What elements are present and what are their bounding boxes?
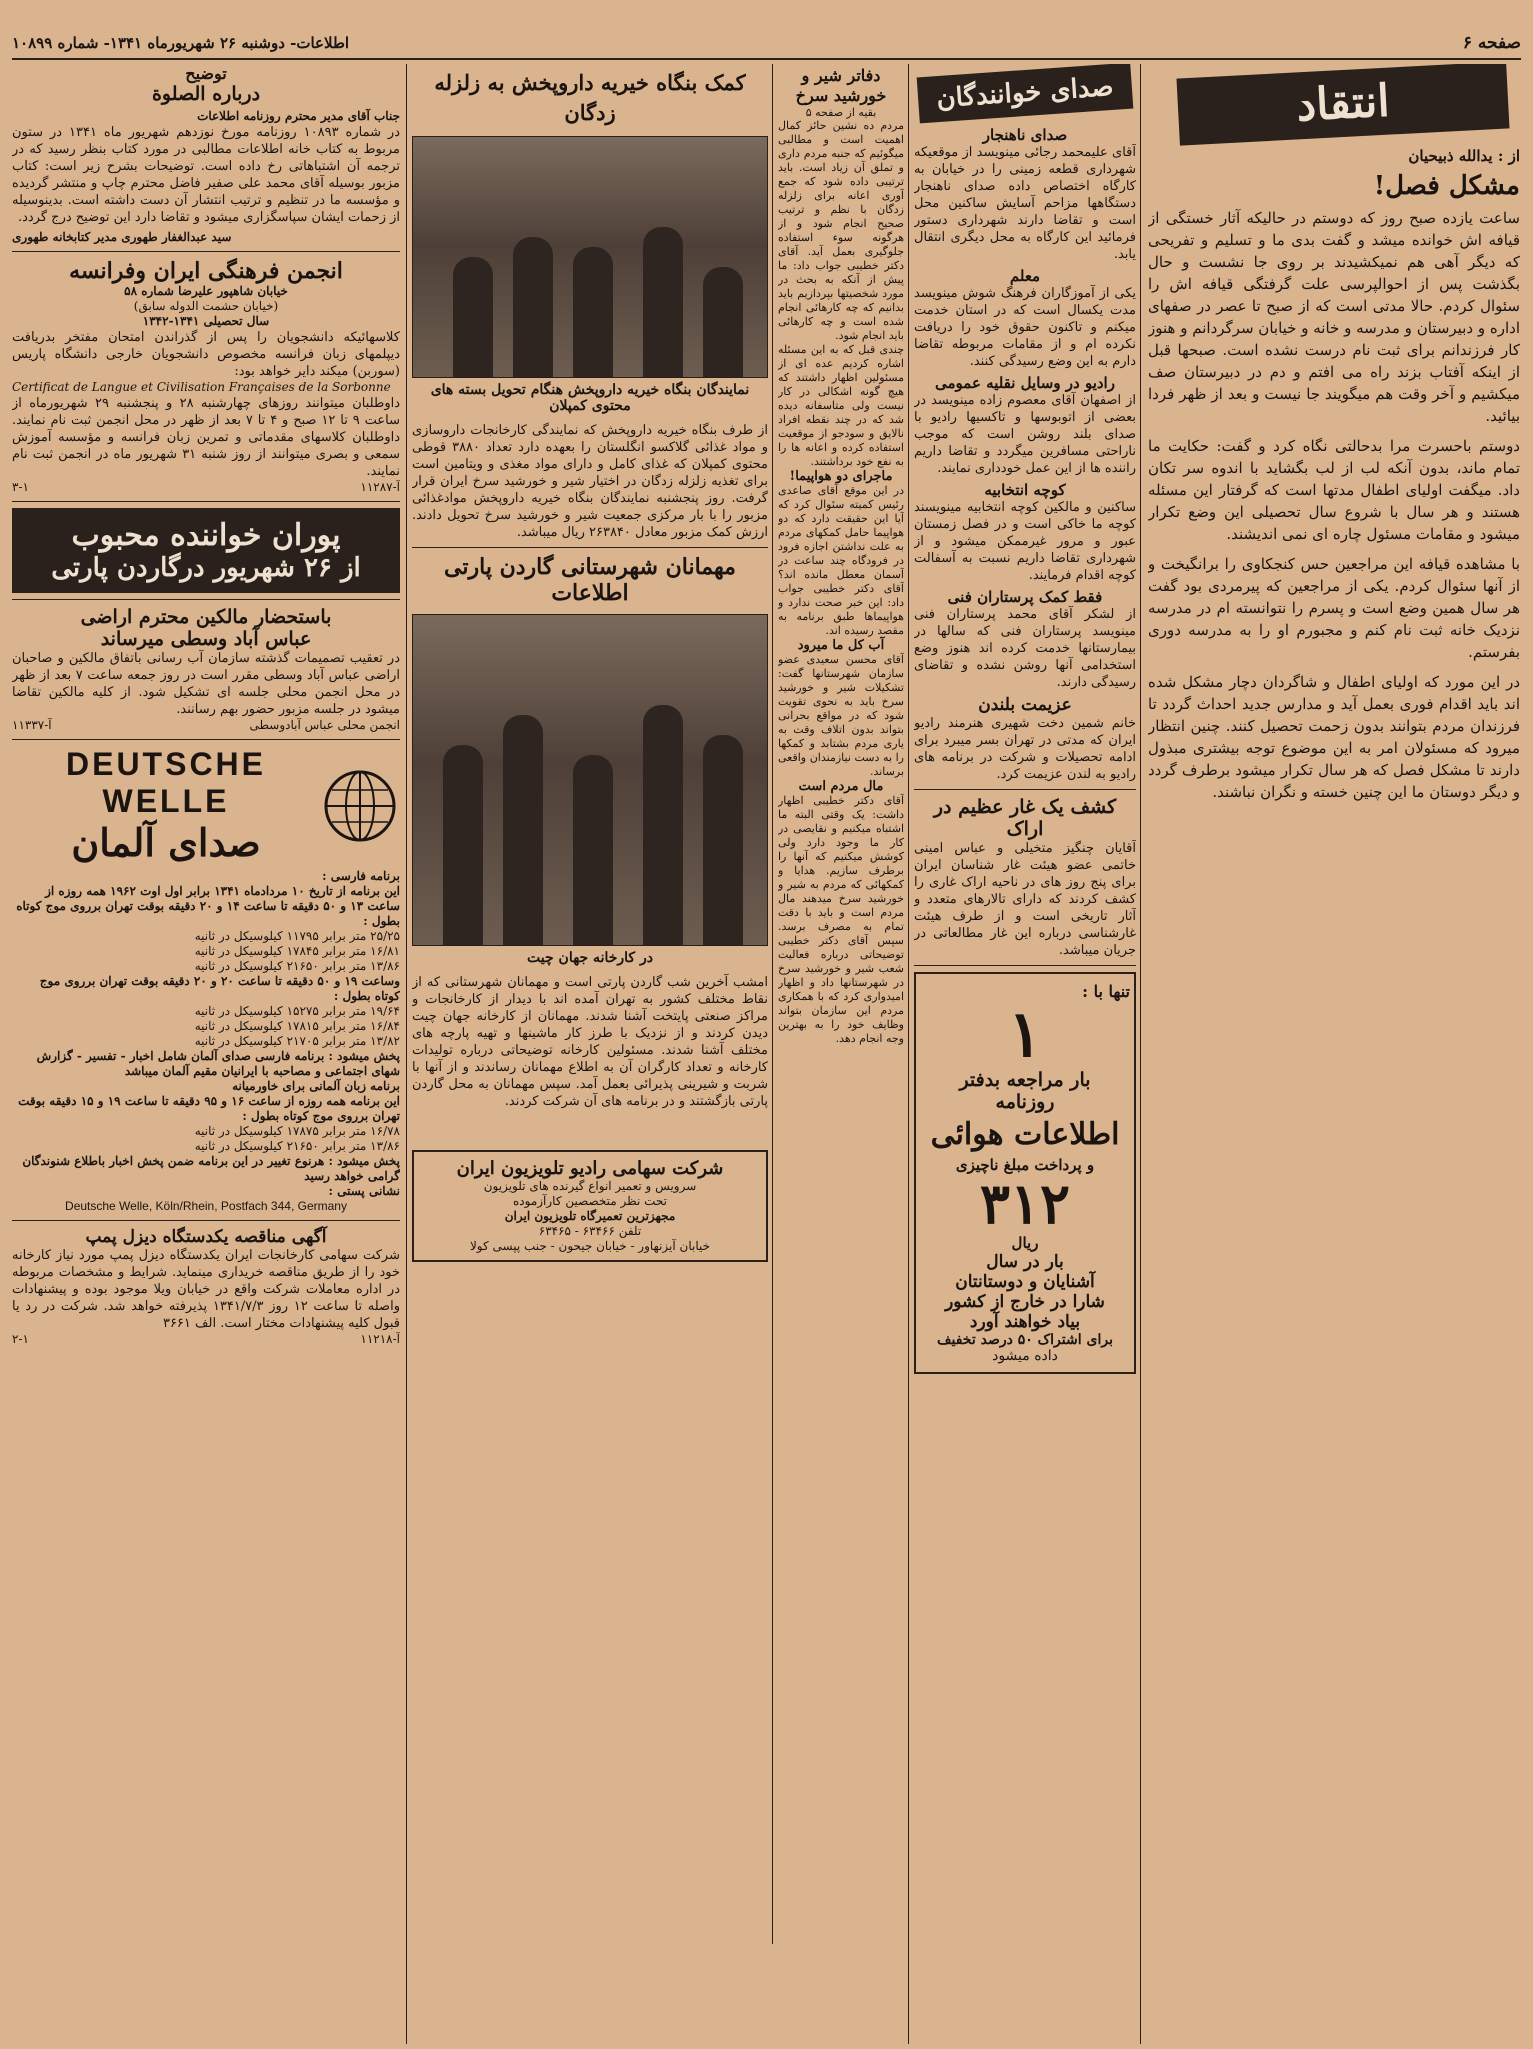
dw-line: برنامه زبان آلمانی برای خاورمیانه bbox=[232, 1079, 400, 1093]
tv-line: مجهزترین تعمیرگاه تلویزیون ایران bbox=[504, 1209, 676, 1223]
landowners-sign: انجمن محلی عباس آبادوسطی bbox=[249, 718, 400, 732]
tv-line: تحت نظر متخصصین کارآزموده bbox=[512, 1194, 668, 1208]
charity-title: کمک بنگاه خیریه داروپخش به زلزله زدگان bbox=[434, 70, 746, 125]
critique-body: دوستم باحسرت مرا بدحالتی نگاه کرد و گفت: حکایت ما تمام ماند، بدون آنکه لب از لب بگشاید با اندوه سر تکان داد. میگفت اولیای اطفال مدتها است که گرفتار این مسئله هستند و هر سال با شروع سال تحصیلی این وضع تکرار میشود و مقامات مسئول چاره ای نمی اندیشند. bbox=[1148, 437, 1520, 543]
dw-line: پخش میشود : هرنوع تغییر در این برنامه ضمن پخش اخبار باطلاع شنوندگان گرامی خواهد رسید bbox=[22, 1154, 400, 1183]
tv-ad bbox=[412, 1150, 768, 1262]
tender-title: آگهی مناقصه یکدستگاه دیزل پمپ bbox=[85, 1227, 327, 1247]
section-title: فقط کمک پرستاران فنی bbox=[947, 588, 1103, 606]
dw-freq: ۱۶/۸۴ متر برابر ۱۷۸۱۵ کیلوسیکل در ثانیه bbox=[194, 1019, 400, 1033]
column-rule bbox=[908, 64, 909, 2044]
garden-body: امشب آخرین شب گاردن پارتی است و مهمانان شهرستانی که از نقاط مختلف کشور به تهران آمده اند با دیدار از کارخانجات و مراکز صنعتی پایتخت آشنا شدند. مهمانان از کارخانه جهان چیت دیدن کردند و از نزدیک با طرز کار ماشینها و تهیه پارچه های مختلف آشنا شدند. مسئولین کارخانه توضیحاتی درباره تولیدات کارخانه و تعداد کارگران آن به اطلاع مهمانان رساندند و از آنها با شربت و شیرینی پذیرائی بعمل آمد. سپس مهمانان به محل گاردن پارتی بازگشتند و در برنامه های آن شرکت کردند. bbox=[412, 975, 768, 1109]
milk-subhead: ماجرای دو هواپیما! bbox=[789, 469, 893, 484]
charity-column bbox=[412, 64, 768, 2044]
tv-line: تلفن ۶۳۴۶۶ - ۶۳۴۶۵ bbox=[538, 1224, 642, 1238]
ads-column bbox=[12, 64, 400, 2044]
pouran-line: از ۲۶ شهریور درگاردن پارتی bbox=[51, 553, 361, 583]
page-header bbox=[12, 28, 1521, 60]
french-assoc-year: سال تحصیلی ۱۳۴۱-۱۳۴۲ bbox=[142, 314, 270, 328]
tv-line: سرویس و تعمیر انواع گیرنده های تلویزیون bbox=[483, 1179, 697, 1193]
tv-title: شرکت سهامی رادیو تلویزیون ایران bbox=[456, 1158, 724, 1179]
charity-photo bbox=[412, 136, 768, 378]
sub-line: شارا در خارج از کشور bbox=[945, 1292, 1105, 1312]
charity-caption: نمایندگان بنگاه خیریه داروپخش هنگام تحویل بسته های محتوی کمپلان bbox=[430, 382, 750, 414]
pouran-ad bbox=[12, 508, 400, 593]
sub-line: برای اشتراک ۵۰ درصد تخفیف bbox=[937, 1332, 1113, 1348]
column-rule bbox=[406, 64, 407, 2044]
critique-author: از : یدالله ذبیحیان bbox=[1408, 147, 1520, 165]
sub-line: روزنامه bbox=[995, 1091, 1055, 1113]
section-title: صدای ناهنجار bbox=[982, 126, 1068, 144]
landowners-body: در تعقیب تصمیمات گذشته سازمان آب رسانی باتفاق مالکین و صاحبان اراضی عباس آباد وسطی مقرر است در روز جمعه ساعت ۷ بعد از ظهر در محل انجمن محلی جلسه ای تشکیل شود. از کلیه مالکین تقاضا میشود در جلسه مزبور حضور بهم رسانند. bbox=[12, 651, 400, 717]
landowners-subtitle: عباس آباد وسطی میرساند bbox=[100, 628, 312, 650]
ad-code: آ-۱۱۲۱۸ bbox=[360, 1332, 400, 1346]
dw-line: پخش میشود : برنامه فارسی صدای آلمان شامل اخبار - تفسیر - گزارش شهای اجتماعی و مصاحبه با ایرانیان مقیم آلمان میباشد bbox=[36, 1049, 400, 1078]
dw-line: این برنامه از تاریخ ۱۰ مردادماه ۱۳۴۱ برابر اول اوت ۱۹۶۲ همه روزه از ساعت ۱۳ و ۵۰ دقیقه تا ساعت ۱۴ و ۲۰ دقیقه بوقت تهران برروی موج کوتاه بطول : bbox=[16, 884, 400, 928]
section-title: معلم bbox=[1009, 267, 1041, 285]
critique-banner: انتقاد bbox=[1176, 64, 1509, 146]
french-assoc-cert: Certificat de Langue et Civilisation Françaises de la Sorbonne bbox=[12, 380, 391, 394]
milk-body: در این موقع آقای صاعدی رئیس کمیته سئوال کرد که آیا این حقیقت دارد که دو هواپیما حامل کمکهای مردم به علت نداشتن اجازه فرود در فرودگاه چند ساعت در آسمان معطل مانده اند؟ آقای دکتر خطیبی جواب داد: این خبر صحت ندارد و هواپیماها طبق برنامه به مقصد رسیده اند. bbox=[778, 484, 904, 637]
landowners-title: باستحضار مالکین محترم اراضی bbox=[80, 606, 332, 628]
dw-freq: ۱۳/۸۶ متر برابر ۲۱۶۵۰ کیلوسیکل در ثانیه bbox=[194, 1139, 400, 1153]
french-assoc-address: (خیابان حشمت الدوله سابق) bbox=[133, 299, 279, 313]
pouran-line: پوران خواننده محبوب bbox=[71, 518, 341, 553]
french-assoc-body: کلاسهائیکه دانشجویان را پس از گذراندن امتحان مفتخر بدریافت دیپلمهای زبان فرانسه مخصوص دانشجویان خارجی دانشگاه پاریس (سوربن) میکند دایر خواهد بود: bbox=[12, 330, 400, 379]
sub-number: ۱ bbox=[1007, 997, 1043, 1072]
milk-subhead: مال مردم است bbox=[798, 779, 884, 794]
clarification-body: در شماره ۱۰۸۹۳ روزنامه مورخ نوزدهم شهریور ماه ۱۳۴۱ در ستون مربوط به کتاب خانه اطلاعات مطالبی در مورد کتاب بنظر رسید که در ترجمه آن اشتباهاتی رخ داده است. توضیحات بشرح زیر است: کتاب مزبور بوسیله آقای محمد علی صفیر فاضل محترم چاپ و منتشر گردیده و مؤسسه ما در تنظیم و ترتیب انتشار آن دست داشته است. بدینوسیله از زحمات ایشان سپاسگزاری میشود و تقاضا دارد این توضیح درج گردد. bbox=[12, 125, 400, 225]
milk-subhead: آب کل ما میرود bbox=[797, 638, 885, 653]
dw-line: وساعت ۱۹ و ۵۰ دقیقه تا ساعت ۲۰ و ۲۰ دقیقه بوقت تهران برروی موج کوتاه بطول : bbox=[39, 974, 400, 1003]
sub-line: داده میشود bbox=[992, 1348, 1058, 1364]
dw-persian: صدای آلمان bbox=[71, 820, 261, 865]
garden-photo bbox=[412, 614, 768, 946]
section-body: آقای علیمحمد رجائی مینویسد از موقعیکه شهرداری قطعه زمینی را در خیابان به کارگاه اختصاص داده صدای ناهنجار دستگاهها مزاحم آسایش ساکنین محل است و تقاضا دارند شهرداری دستور فرمائید این کارگاه به محل دیگری انتقال یابد. bbox=[914, 145, 1136, 262]
charity-body: از طرف بنگاه خیریه داروپخش که نمایندگی کارخانجات داروسازی و مواد غذائی گلاکسو انگلستان را بعهده دارد تعداد ۳۸۸۰ قوطی محتوی کمپلان که غذای کامل و دارای مواد مغذی و ویتامین است برای تغذیه زلزله زدگان در اختیار شیر و خورشید سرخ ایران قرار گرفت. روز پنجشنبه نمایندگان بنگاه خیریه داروپخش موادغذائی مزبور را با بار مرکزی جمعیت شیر و خورشید سرخ تحویل دادند. ارزش کمک مزبور معادل ۲۶۳۸۴۰ ریال میباشد. bbox=[412, 423, 768, 540]
sub-line: ریال bbox=[1011, 1234, 1039, 1252]
french-assoc-title: انجمن فرهنگی ایران وفرانسه bbox=[69, 258, 343, 284]
dw-address: Deutsche Welle, Köln/Rhein, Postfach 344, Germany bbox=[65, 1199, 347, 1213]
section-title: رادیو در وسایل نقلیه عمومی bbox=[935, 374, 1115, 392]
sub-line: و پرداخت مبلغ ناچیزی bbox=[955, 1156, 1095, 1174]
sub-line: بار در سال bbox=[986, 1252, 1064, 1272]
section-body: از اصفهان آقای معصوم زاده مینویسد در بعضی از اتوبوسها و تاکسیها رادیو با صدای بلند روشن است که موجب ناراحتی مسافرین میگردد و تقاضا داریم راننده ها از این عمل خودداری نمایند. bbox=[914, 393, 1136, 476]
milk-title: دفاتر شیر و خورشید سرخ bbox=[795, 66, 887, 105]
dateline: اطلاعات- دوشنبه ۲۶ شهریورماه ۱۳۴۱- شماره ۱۰۸۹۹ bbox=[12, 34, 350, 52]
critique-body: با مشاهده قیافه این مراجعین حس کنجکاوی را برانگیخت و از آنها سئوال کردم. یکی از مراجعین که پیرمردی بود گفت هر سال همین وضع است و پسرم را نتوانسته ام در مدرسه نزدیک خانه ثبت نام کنم و مجبورم او را به مدرسه دوری بفرستم. bbox=[1148, 555, 1520, 661]
ad-code: آ-۱۱۳۳۷ bbox=[12, 718, 52, 732]
milk-body: آقای محسن سعیدی عضو سازمان شهرستانها گفت: تشکیلات شیر و خورشید سرخ باید به نحوی تقویت شود که در مواقع بحرانی بتواند بدون اتلاف وقت به یاری مردم بشتابد و کمکها را به دست نیازمندان واقعی برساند. bbox=[778, 653, 904, 778]
tv-line: خیابان آیزنهاور - خیابان جیحون - جنب پپسی کولا bbox=[469, 1239, 711, 1253]
clarification-to: جناب آقای مدیر محترم روزنامه اطلاعات bbox=[197, 109, 400, 123]
ad-code: ۳-۱ bbox=[12, 480, 29, 494]
section-title: کوچه انتخابیه bbox=[984, 481, 1066, 499]
sub-line: بار مراجعه بدفتر bbox=[959, 1069, 1091, 1091]
milk-article bbox=[778, 66, 904, 1936]
garden-caption: در کارخانه جهان چیت bbox=[527, 950, 653, 966]
dw-freq: ۱۳/۸۶ متر برابر ۲۱۶۵۰ کیلوسیکل در ثانیه bbox=[194, 959, 400, 973]
readers-banner: صدای خوانندگان bbox=[917, 64, 1134, 123]
column-rule bbox=[1140, 64, 1141, 2044]
sub-line: بیاد خواهند آورد bbox=[969, 1312, 1081, 1332]
section-body: از لشکر آقای محمد پرستاران فنی مینویسد پرستاران فنی که سالها در بیمارستانها خدمت کرده اند هنوز وضع استخدامی آنها روشن نشده و تقاضای رسیدگی دارند. bbox=[914, 607, 1136, 690]
critique-column bbox=[1148, 64, 1520, 2044]
ad-code: آ-۱۱۲۸۷ bbox=[360, 480, 400, 494]
milk-body: آقای دکتر خطیبی اظهار داشت: یک وقتی البته ما اشتباه میکنیم و نقایصی در کار ما وجود دارد ولی کوشش میکنیم که آنها را برطرف سازیم. هدایا و کمکهائی که مردم به شیر و خورشید سرخ میدهند مال مردم است و باید با دقت تمام به مصرف برسد. سپس آقای دکتر خطیبی توضیحاتی درباره فعالیت شعب شیر و خورشید سرخ در شهرستانها داد و اظهار امیدواری کرد که با همکاری مردم این سازمان بتواند وظایف خود را به بهترین وجه انجام دهد. bbox=[778, 794, 904, 1045]
sub-brand: اطلاعات هوائی bbox=[930, 1117, 1120, 1152]
tender-body: شرکت سهامی کارخانجات ایران یکدستگاه دیزل پمپ مورد نیاز کارخانه خود را از طریق مناقصه خریداری مینماید. شرایط و مشخصات مربوطه در اداره معاملات شرکت واقع در خیابان ویلا موجود بوده و پیشنهادات واصله تا ساعت ۱۲ روز ۱۳۴۱/۷/۳ پذیرفته خواهد شد. شرکت در رد یا قبول کلیه پیشنهادات مختار است. الف ۳۶۶۱ bbox=[12, 1248, 400, 1331]
critique-title: مشکل فصل! bbox=[1373, 171, 1520, 201]
ad-code: ۲-۱ bbox=[12, 1332, 29, 1346]
dw-header bbox=[12, 746, 400, 865]
french-assoc-address: خیابان شاهپور علیرضا شماره ۵۸ bbox=[124, 284, 288, 298]
critique-body: در این مورد که اولیای اطفال و شاگردان دچار مشکل شده اند باید اقدام فوری بعمل آید و مدارس جدید احداث گردد تا فرزندان مردم بتوانند بدون زحمت تحصیل کنند. چنین انتظار میرود که مسئولان امر به این موضوع توجه بیشتری مبذول دارند تا مشکل فصل که هر سال تکرار میشود برطرف گردد و دیگر دوستان ما این چنین خسته و نگران نباشند. bbox=[1148, 673, 1520, 801]
section-title: کشف یک غار عظیم در اراک bbox=[933, 796, 1117, 840]
milk-body: چندی قبل که به این مسئله اشاره کردیم عده ای از مسئولین اظهار داشتند که هیچ گونه اشکالی در کار نیست ولی متاسفانه دیده شد که در چند نقطه افراد نالایق و سودجو از موقعیت استفاده کرده و اعانه ها را به نفع خود برداشتند. bbox=[778, 343, 904, 468]
section-body: ساکنین و مالکین کوچه انتخابیه مینویسند کوچه ما خاکی است و در فصل زمستان عبور و مرور غیرممکن میشود و از شهرداری تقاضا داریم نسبت به آسفالت کوچه اقدام فرمایند. bbox=[914, 500, 1136, 583]
dw-address-title: نشانی پستی : bbox=[328, 1184, 400, 1198]
dw-freq: ۱۶/۸۱ متر برابر ۱۷۸۴۵ کیلوسیکل در ثانیه bbox=[194, 944, 400, 958]
globe-icon bbox=[320, 766, 400, 846]
milk-continued: بقیه از صفحه ۵ bbox=[805, 106, 877, 119]
dw-line: این برنامه همه روزه از ساعت ۱۶ و ۹۵ دقیقه تا ساعت ۱۹ و ۱۵ دقیقه بوقت تهران برروی موج کوتاه بطول : bbox=[18, 1094, 400, 1123]
section-body: خانم شمین دخت شهیری هنرمند رادیو ایران که مدتی در تهران بسر میبرد برای ادامه تحصیلات و شرکت در برنامه های رادیو به لندن عزیمت کرد. bbox=[914, 716, 1136, 782]
section-body: یکی از آموزگاران فرهنگ شوش مینویسد مدت یکسال است که در استان خدمت میکنم و تاکنون حقوق خود را دریافت نکرده ام و از مقامات مربوطه تقاضا دارم به این وضع رسیدگی کنند. bbox=[914, 286, 1136, 369]
sub-line: آشنایان و دوستانتان bbox=[955, 1272, 1095, 1292]
sub-price: ۳۱۲ bbox=[979, 1171, 1071, 1237]
milk-body: مردم ده نشین حائز کمال اهمیت است و مطالبی میگوئیم که جنبه مردم داری و تملق آن زیاد است. باید ترتیبی داده شود که جمع آوری اعانه برای زلزله زدگان با نظم و ترتیب صحیح انجام شود و از هرگونه سوء استفاده جلوگیری بعمل آید. آقای دکتر خطیبی جواب داد: ما پیش از آنکه به بحث در مورد شخصیتها بپردازیم باید بدانیم که چه کارهائی انجام شده است و چه کارهائی باید انجام شود. bbox=[778, 119, 904, 342]
subscription-ad bbox=[914, 972, 1136, 1374]
dw-prog: برنامه فارسی : bbox=[322, 869, 400, 883]
dw-freq: ۱۹/۶۴ متر برابر ۱۵۲۷۵ کیلوسیکل در ثانیه bbox=[194, 1004, 400, 1018]
readers-column bbox=[914, 64, 1136, 2044]
page-number: صفحه ۶ bbox=[1462, 33, 1521, 53]
clarification-sign: سید عبدالغفار طهوری مدیر کتابخانه طهوری bbox=[12, 230, 232, 244]
clarification-title: توضیح bbox=[185, 64, 227, 83]
critique-body: ساعت یازده صبح روز که دوستم در حالیکه آثار خستگی از قیافه اش خوانده میشد و گفت بدی ما و تسلیم و تفریحی که دیگر آهی هم نمیکشیدند بر روی جا نشست و حال بگذشت پس از احوالپرسی علت گرفتگی قیافه اش را سئوال کردم. حالا مدتی است که از صبح تا عصر در صفهای اداره و دبیرستان و مدرسه و خانه و خیابان سرگردانم و هنوز کار فرزندانم برای ثبت نام درست نشده است. صبحها قبل از اینکه آفتاب بزند راه می افتم و دم در دبیرستان صف میکشیم و آخر وقت هم میگویند جا نیست و بعد از ظهر فردا بیائید. bbox=[1148, 209, 1520, 425]
dw-freq: ۱۶/۷۸ متر برابر ۱۷۸۷۵ کیلوسیکل در ثانیه bbox=[194, 1124, 400, 1138]
sub-only: تنها با : bbox=[1082, 982, 1130, 1001]
dw-latin: DEUTSCHE WELLE bbox=[65, 746, 266, 819]
clarification-subtitle: درباره الصلوة bbox=[151, 83, 261, 105]
section-body: آقایان چنگیز متخیلی و عباس امینی خاتمی عضو هیئت غار شناسان ایران برای پنج روز های در ناحیه اراک غاری را کشف کردند که دارای تالارهای متعدد و آثار تاریخی است و از طرف هیئت غارشناسی درباره این غار مطالعاتی در جریان میباشد. bbox=[914, 841, 1136, 958]
section-title: عزیمت بلندن bbox=[978, 695, 1072, 715]
dw-freq: ۱۳/۸۲ متر برابر ۲۱۷۰۵ کیلوسیکل در ثانیه bbox=[194, 1034, 400, 1048]
dw-freq: ۲۵/۲۵ متر برابر ۱۱۷۹۵ کیلوسیکل در ثانیه bbox=[194, 929, 400, 943]
garden-title: مهمانان شهرستانی گاردن پارتی اطلاعات bbox=[444, 554, 736, 606]
french-assoc-body: داوطلبان میتوانند روزهای چهارشنبه ۲۸ و پنجشنبه ۲۹ شهریورماه از ساعت ۹ تا ۱۲ صبح و ۴ تا ۷ بعد از ظهر در محل انجمن ثبت نام نمایند. داوطلبان کلاسهای مقدماتی و تمرین زبان فرانسه و مؤسسه آموزش سمعی و بصری میتوانند از روز شنبه ۳۱ شهریور ماه در انجمن ثبت نام نمایند. bbox=[12, 396, 400, 479]
